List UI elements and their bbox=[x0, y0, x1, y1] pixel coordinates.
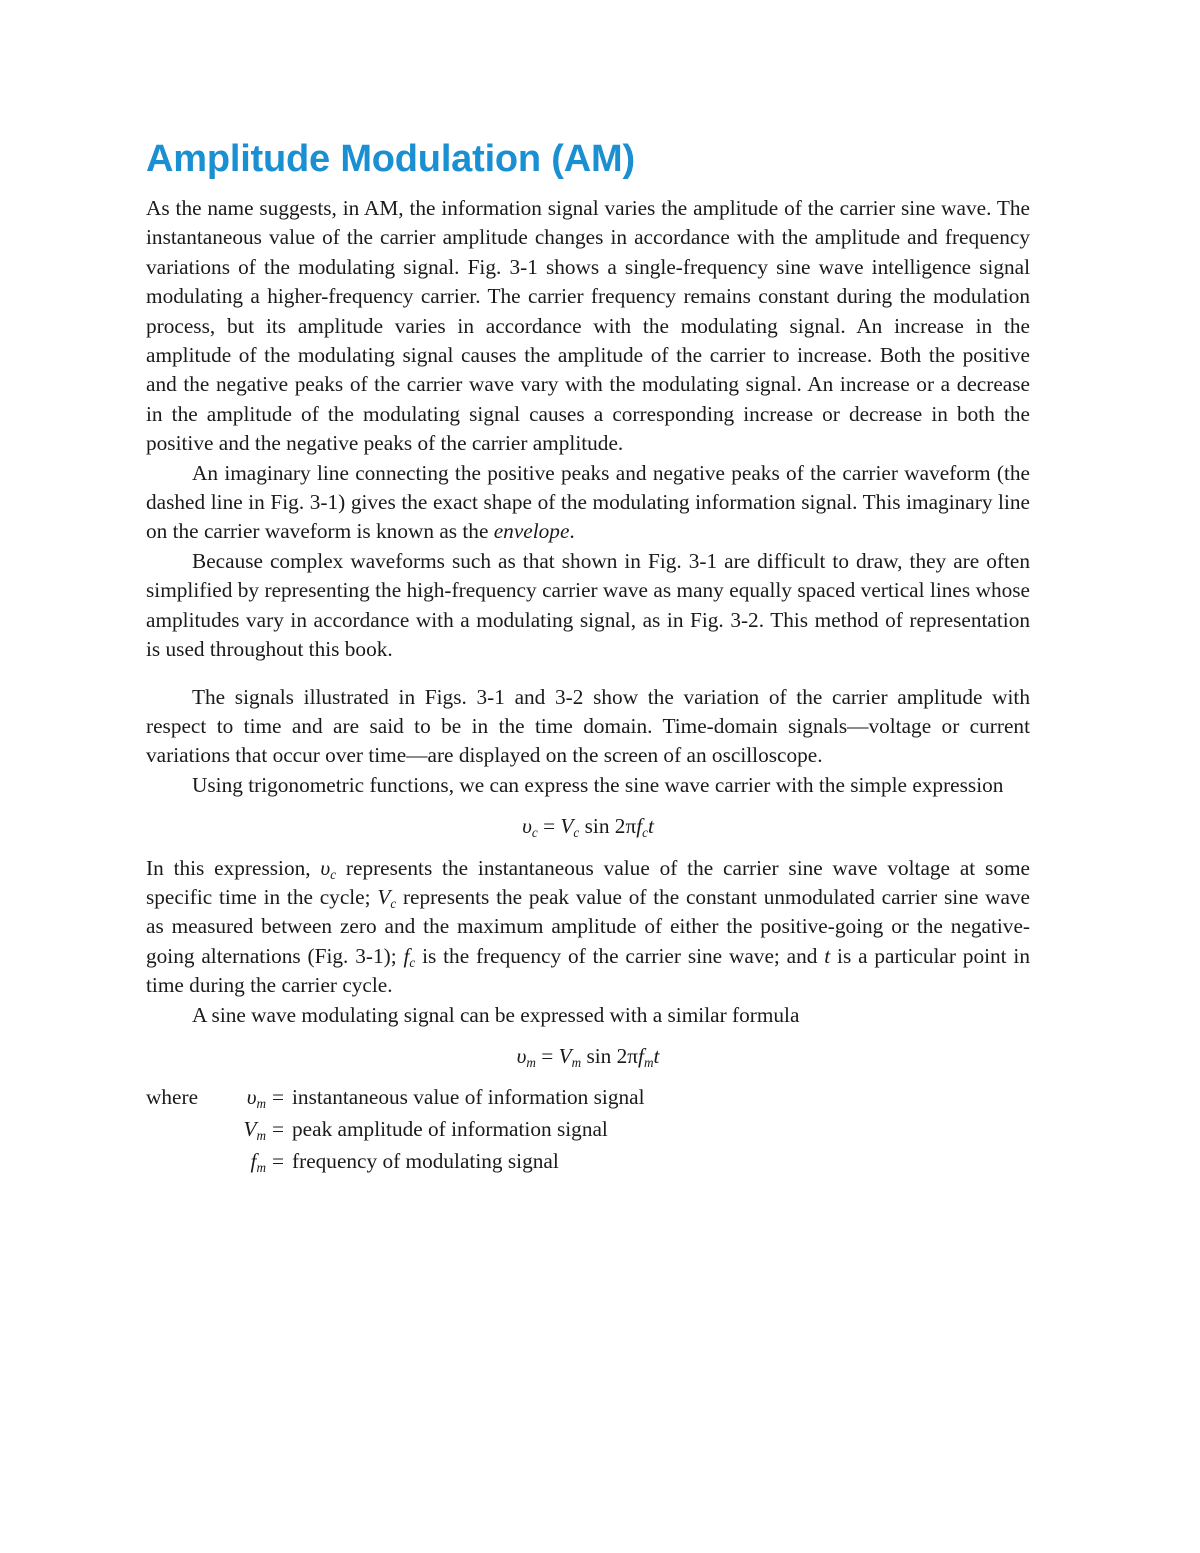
where-equals: = bbox=[272, 1149, 285, 1174]
explain-part-c: represents the peak value of the constant unmodulated carrier sine wave as measured between zero and the maximum amplitude of either the positive-going or the negative-going alternations (Fig. 3-1); bbox=[146, 884, 1031, 968]
explain-f: f bbox=[403, 943, 410, 968]
eq-mod-f-sub: m bbox=[643, 1054, 654, 1070]
where-symbol-sub: m bbox=[256, 1128, 266, 1144]
where-row bbox=[146, 1083, 1030, 1115]
where-description: peak amplitude of information signal bbox=[292, 1117, 608, 1142]
eq-mod-2pi: 2π bbox=[616, 1043, 639, 1068]
eq-carrier-V: V bbox=[560, 814, 574, 839]
eq-carrier-f-sub: c bbox=[642, 825, 648, 841]
eq-carrier-f: f bbox=[636, 814, 643, 839]
paragraph-representation: Because complex waveforms such as that shown in Fig. 3-1 are difficult to draw, they are often simplified by representing the high-frequency carrier wave as many equally spaced vertical lines whose amplitudes vary in accordance with a modulating signal, as in Fig. 3-2. This method of representation is used throughout this book. bbox=[146, 548, 1030, 662]
eq-carrier-2pi: 2π bbox=[614, 814, 637, 839]
paragraph-trig-expression: Using trigonometric functions, we can express the sine wave carrier with the simple expression bbox=[192, 772, 1004, 797]
where-description: frequency of modulating signal bbox=[292, 1149, 559, 1174]
explain-part-b: represents the instantaneous value of the carrier sine wave voltage at some specific time in the cycle; bbox=[146, 855, 1030, 909]
eq-mod-v: υ bbox=[516, 1043, 527, 1068]
eq-carrier-v-sub: c bbox=[531, 825, 538, 841]
where-symbol bbox=[208, 1147, 272, 1176]
explain-v-sub: c bbox=[330, 866, 337, 882]
where-lead: where bbox=[146, 1085, 199, 1110]
paragraph-envelope-period: . bbox=[569, 519, 575, 544]
eq-carrier-t: t bbox=[647, 814, 654, 839]
where-equals: = bbox=[272, 1085, 285, 1110]
explain-part-a: In this expression, bbox=[146, 855, 321, 880]
where-symbol-sub: m bbox=[256, 1160, 266, 1176]
equation-carrier bbox=[146, 812, 1030, 841]
paragraph-time-domain: The signals illustrated in Figs. 3-1 and 3-2 show the variation of the carrier amplitude with respect to time and are said to be in the time domain. Time-domain signals—voltage or current variations that occur over time—are displayed on the screen of an oscilloscope. bbox=[146, 684, 1030, 768]
eq-mod-v-sub: m bbox=[526, 1054, 536, 1070]
page-title: Amplitude Modulation (AM) bbox=[146, 138, 635, 180]
eq-mod-equals: = bbox=[541, 1043, 554, 1068]
eq-mod-f: f bbox=[638, 1043, 644, 1068]
explain-v: υ bbox=[320, 855, 331, 880]
eq-carrier-v: υ bbox=[522, 814, 532, 839]
where-symbol-sub: m bbox=[256, 1096, 266, 1112]
eq-carrier-V-sub: c bbox=[573, 825, 580, 841]
explain-V-sub: c bbox=[390, 895, 397, 911]
term-envelope: envelope bbox=[493, 519, 570, 544]
where-symbol bbox=[208, 1115, 272, 1144]
paragraph-am-intro: As the name suggests, in AM, the information signal varies the amplitude of the carrier sine wave. The instantaneous value of the carrier amplitude changes in accordance with the amplitude and frequency variations of the modulating signal. Fig. 3-1 shows a single-frequency sine wave intelligence signal modulating a higher-frequency carrier. The carrier frequency remains constant during the modulation process, but its amplitude varies in accordance with the modulating signal. An increase in the amplitude of the modulating signal causes the amplitude of the carrier to increase. Both the positive and the negative peaks of the carrier wave vary with the modulating signal. An increase or a decrease in the amplitude of the modulating signal causes a corresponding increase or decrease in both the positive and the negative peaks of the carrier amplitude. bbox=[146, 196, 1030, 456]
explain-part-d: is the frequency of the carrier sine wave; and bbox=[415, 943, 825, 968]
eq-mod-t: t bbox=[653, 1043, 660, 1068]
explain-f-sub: c bbox=[409, 954, 416, 970]
explain-t: t bbox=[824, 943, 831, 968]
where-row bbox=[146, 1115, 1030, 1147]
where-description: instantaneous value of information signal bbox=[292, 1085, 645, 1110]
eq-carrier-equals: = bbox=[543, 814, 556, 839]
explain-part-e: is a particular point in time during the carrier cycle. bbox=[146, 943, 1030, 998]
where-definitions bbox=[146, 1083, 1030, 1179]
paragraph-envelope bbox=[146, 459, 1030, 547]
explain-V: V bbox=[377, 884, 391, 909]
where-symbol-main: f bbox=[250, 1149, 257, 1174]
where-symbol-main: V bbox=[243, 1117, 257, 1142]
paragraph-envelope-text: An imaginary line connecting the positive peaks and negative peaks of the carrier waveform (the dashed line in Fig. 3-1) gives the exact shape of the modulating information signal. This imaginary line on the carrier waveform is known as the bbox=[146, 460, 1030, 544]
document-page bbox=[146, 128, 1030, 1179]
paragraph-expression-explanation bbox=[146, 854, 1030, 1001]
equation-modulating bbox=[146, 1042, 1030, 1071]
paragraph-modulating-formula: A sine wave modulating signal can be expressed with a similar formula bbox=[192, 1002, 800, 1027]
eq-mod-V: V bbox=[558, 1043, 572, 1068]
where-row bbox=[146, 1147, 1030, 1179]
eq-mod-V-sub: m bbox=[571, 1054, 582, 1070]
eq-carrier-sin: sin bbox=[584, 814, 610, 839]
where-symbol bbox=[208, 1083, 272, 1112]
where-symbol-main: υ bbox=[246, 1085, 257, 1110]
eq-mod-sin: sin bbox=[586, 1043, 612, 1068]
where-equals: = bbox=[272, 1117, 285, 1142]
